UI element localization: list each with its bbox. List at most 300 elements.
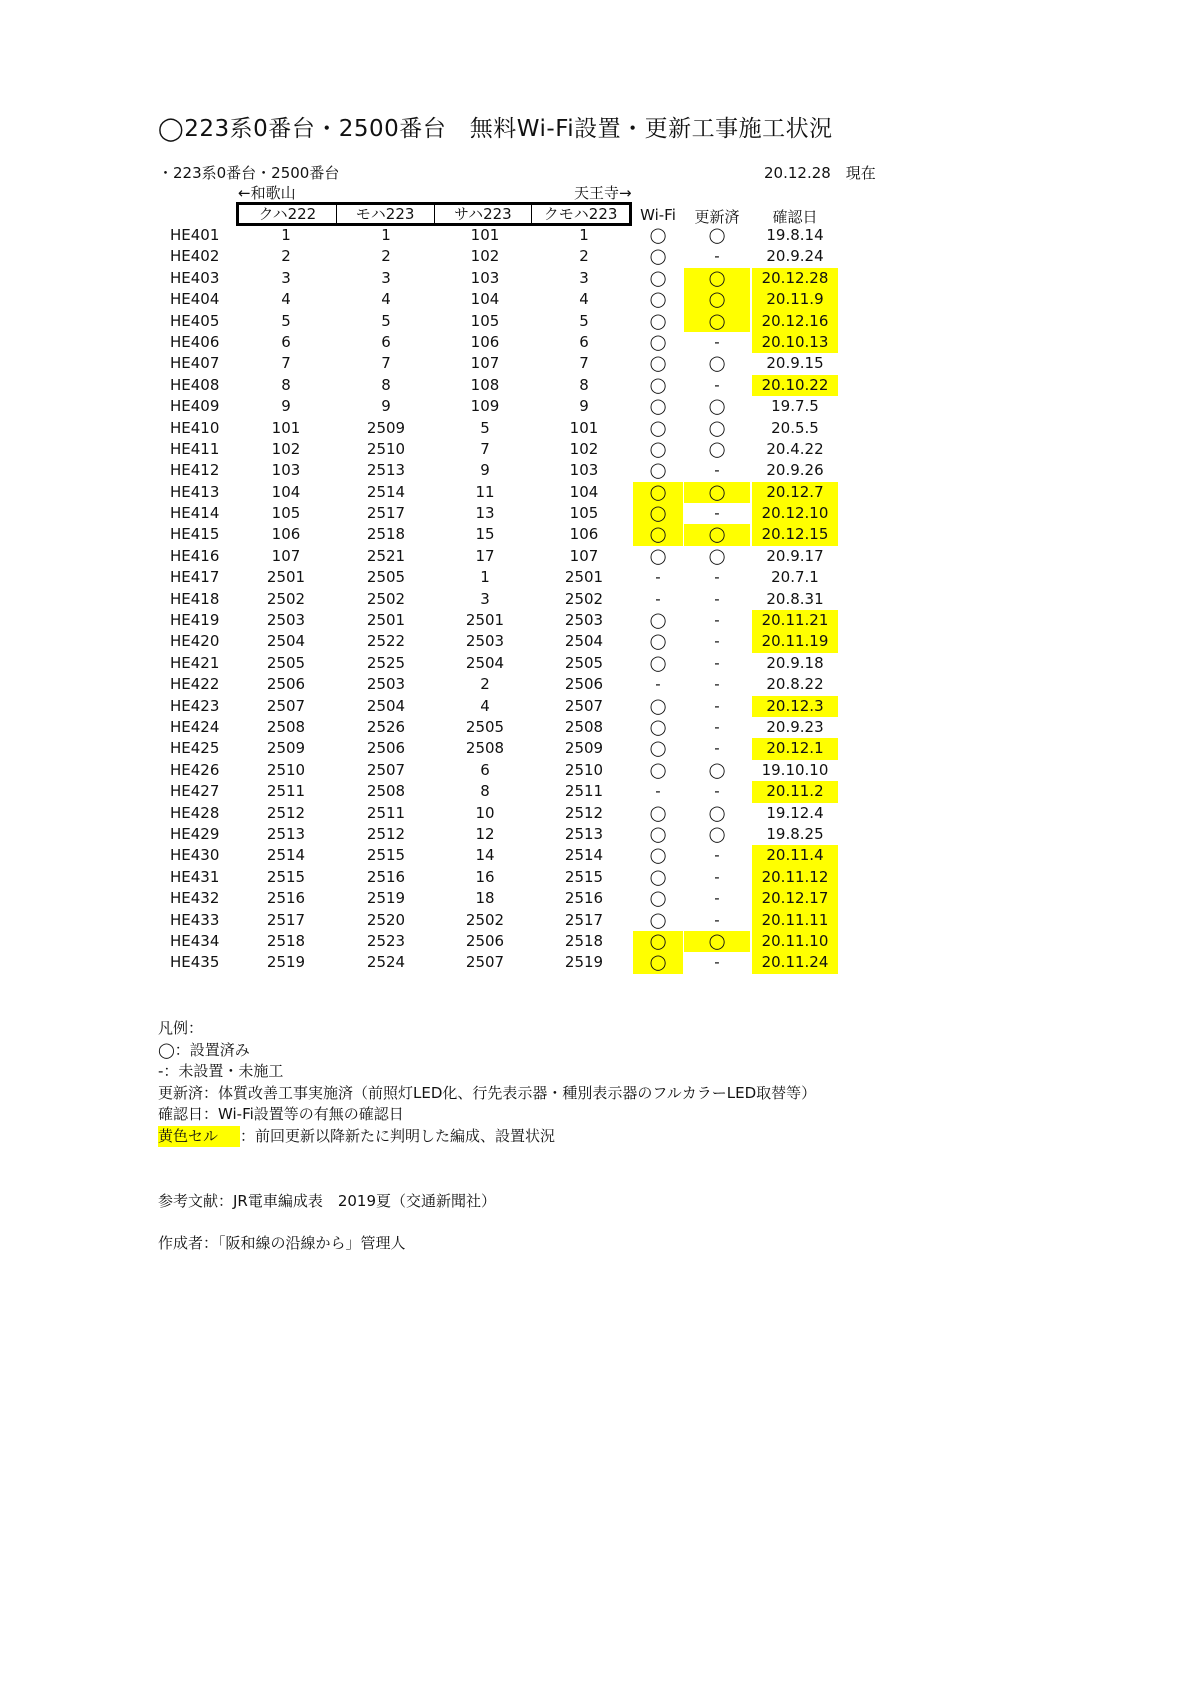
formation-id: HE411 <box>170 439 220 458</box>
car-kumoha223: 101 <box>569 418 599 437</box>
wifi-status: ◯ <box>649 418 667 437</box>
checked-date: 20.8.31 <box>766 589 824 608</box>
formation-id: HE402 <box>170 247 220 266</box>
table-row <box>0 931 1200 952</box>
car-kuha222: 2513 <box>266 824 306 843</box>
renewed-status: - <box>714 461 720 480</box>
renewed-status: - <box>714 889 720 908</box>
car-moha223: 2520 <box>366 910 406 929</box>
car-moha223: 2504 <box>366 696 406 715</box>
formation-table <box>0 225 1200 974</box>
car-kumoha223: 9 <box>579 397 589 416</box>
car-kuha222: 7 <box>281 354 291 373</box>
car-saha223: 3 <box>480 589 490 608</box>
car-saha223: 2506 <box>465 931 505 950</box>
car-moha223: 2517 <box>366 504 406 523</box>
car-moha223: 5 <box>381 311 391 330</box>
car-kumoha223: 2516 <box>564 889 604 908</box>
car-moha223: 2502 <box>366 589 406 608</box>
formation-id: HE418 <box>170 589 220 608</box>
car-kuha222: 2501 <box>266 568 306 587</box>
legend-heading: 凡例： <box>158 1019 204 1037</box>
car-kuha222: 6 <box>281 332 291 351</box>
table-row <box>0 610 1200 631</box>
direction-tennoji: 天王寺→ <box>574 184 632 202</box>
formation-id: HE419 <box>170 611 220 630</box>
car-kuha222: 2507 <box>266 696 306 715</box>
formation-id: HE417 <box>170 568 220 587</box>
car-kumoha223: 2505 <box>564 653 604 672</box>
formation-id: HE403 <box>170 268 220 287</box>
wifi-status: ◯ <box>649 397 667 416</box>
car-kuha222: 9 <box>281 397 291 416</box>
car-moha223: 2510 <box>366 439 406 458</box>
wifi-status: ◯ <box>649 846 667 865</box>
formation-id: HE410 <box>170 418 220 437</box>
car-moha223: 2522 <box>366 632 406 651</box>
wifi-status: ◯ <box>633 482 683 503</box>
car-kuha222: 2519 <box>266 953 306 972</box>
author: 作成者：「阪和線の沿線から」管理人 <box>158 1234 406 1252</box>
car-moha223: 1 <box>381 226 391 244</box>
checked-date: 20.8.22 <box>766 675 824 694</box>
car-kumoha223: 2509 <box>564 739 604 758</box>
car-saha223: 103 <box>470 268 500 287</box>
formation-id: HE406 <box>170 332 220 351</box>
car-kuha222: 2518 <box>266 931 306 950</box>
legend-not-installed: -：未設置・未施工 <box>158 1062 284 1080</box>
table-row <box>0 289 1200 310</box>
car-kuha222: 2517 <box>266 910 306 929</box>
car-type-header <box>236 202 632 226</box>
table-row <box>0 952 1200 973</box>
wifi-status: ◯ <box>649 739 667 758</box>
car-kumoha223: 106 <box>569 525 599 544</box>
car-moha223: 2501 <box>366 611 406 630</box>
table-row <box>0 760 1200 781</box>
page-title: ◯223系0番台・2500番台 無料Wi-Fi設置・更新工事施工状況 <box>158 116 833 142</box>
car-moha223: 2503 <box>366 675 406 694</box>
renewed-status: ◯ <box>684 524 750 545</box>
car-saha223: 102 <box>470 247 500 266</box>
formation-id: HE412 <box>170 461 220 480</box>
checked-date: 20.12.3 <box>752 696 838 717</box>
renewed-status: - <box>714 375 720 394</box>
car-saha223: 101 <box>470 226 500 244</box>
checked-date: 20.9.23 <box>766 717 824 736</box>
wifi-status: ◯ <box>649 867 667 886</box>
car-kumoha223: 2511 <box>564 782 604 801</box>
car-kuha222: 2505 <box>266 653 306 672</box>
wifi-status: ◯ <box>649 824 667 843</box>
car-kuha222: 102 <box>271 439 301 458</box>
car-kumoha223: 2510 <box>564 760 604 779</box>
car-saha223: 1 <box>480 568 490 587</box>
car-kumoha223: 2501 <box>564 568 604 587</box>
wifi-status: ◯ <box>649 375 667 394</box>
checked-date: 20.4.22 <box>766 439 824 458</box>
car-kumoha223: 2506 <box>564 675 604 694</box>
checked-date: 20.12.1 <box>752 738 838 759</box>
wifi-status: ◯ <box>649 717 667 736</box>
car-kuha222: 2502 <box>266 589 306 608</box>
checked-date: 20.11.12 <box>752 867 838 888</box>
renewed-header: 更新済 <box>694 208 740 226</box>
table-row <box>0 396 1200 417</box>
formation-id: HE423 <box>170 696 220 715</box>
car-kumoha223: 1 <box>579 226 589 244</box>
table-row <box>0 246 1200 267</box>
car-kuha222: 2512 <box>266 803 306 822</box>
car-kumoha223: 2 <box>579 247 589 266</box>
car-moha223: 2506 <box>366 739 406 758</box>
formation-id: HE409 <box>170 397 220 416</box>
wifi-status: ◯ <box>649 439 667 458</box>
car-kuha222: 2515 <box>266 867 306 886</box>
checked-date: 20.7.1 <box>771 568 819 587</box>
checked-date: 20.12.15 <box>752 524 838 545</box>
legend-installed: ◯：設置済み <box>158 1040 250 1059</box>
car-kumoha223: 2512 <box>564 803 604 822</box>
series-subtitle: ・223系0番台・2500番台 <box>158 164 340 182</box>
car-saha223: 109 <box>470 397 500 416</box>
table-row <box>0 482 1200 503</box>
car-saha223: 2508 <box>465 739 505 758</box>
renewed-status: ◯ <box>708 803 726 822</box>
renewed-status: ◯ <box>684 931 750 952</box>
table-row <box>0 631 1200 652</box>
wifi-status: ◯ <box>649 803 667 822</box>
car-kuha222: 8 <box>281 375 291 394</box>
wifi-status: - <box>655 589 661 608</box>
car-header-2: モハ223 <box>337 205 435 223</box>
car-kuha222: 2508 <box>266 717 306 736</box>
car-saha223: 8 <box>480 782 490 801</box>
car-saha223: 12 <box>475 824 495 843</box>
wifi-status: ◯ <box>649 226 667 244</box>
checked-date: 20.12.16 <box>752 311 838 332</box>
checked-date: 19.8.14 <box>766 226 824 244</box>
car-kumoha223: 104 <box>569 482 599 501</box>
wifi-status: ◯ <box>649 889 667 908</box>
car-kumoha223: 107 <box>569 546 599 565</box>
table-row <box>0 888 1200 909</box>
car-saha223: 10 <box>475 803 495 822</box>
table-row <box>0 717 1200 738</box>
wifi-status: ◯ <box>649 611 667 630</box>
car-saha223: 16 <box>475 867 495 886</box>
car-kuha222: 2511 <box>266 782 306 801</box>
table-row <box>0 653 1200 674</box>
car-saha223: 2502 <box>465 910 505 929</box>
car-moha223: 2509 <box>366 418 406 437</box>
car-kumoha223: 2513 <box>564 824 604 843</box>
renewed-status: - <box>714 332 720 351</box>
table-row <box>0 225 1200 246</box>
table-row <box>0 867 1200 888</box>
car-moha223: 4 <box>381 290 391 309</box>
wifi-status: - <box>655 675 661 694</box>
car-moha223: 2505 <box>366 568 406 587</box>
car-saha223: 108 <box>470 375 500 394</box>
checked-date: 20.11.9 <box>752 289 838 310</box>
car-moha223: 2526 <box>366 717 406 736</box>
renewed-status: - <box>714 675 720 694</box>
car-moha223: 2515 <box>366 846 406 865</box>
table-row <box>0 803 1200 824</box>
table-row <box>0 589 1200 610</box>
table-row <box>0 910 1200 931</box>
renewed-status: ◯ <box>708 439 726 458</box>
checked-date: 20.10.13 <box>752 332 838 353</box>
car-kuha222: 2504 <box>266 632 306 651</box>
table-row <box>0 738 1200 759</box>
car-kumoha223: 2502 <box>564 589 604 608</box>
renewed-status: - <box>714 247 720 266</box>
wifi-status: ◯ <box>649 311 667 330</box>
car-moha223: 2511 <box>366 803 406 822</box>
renewed-status: - <box>714 504 720 523</box>
car-moha223: 2524 <box>366 953 406 972</box>
table-row <box>0 696 1200 717</box>
car-saha223: 13 <box>475 504 495 523</box>
car-moha223: 2519 <box>366 889 406 908</box>
car-moha223: 7 <box>381 354 391 373</box>
formation-id: HE413 <box>170 482 220 501</box>
checked-date: 20.9.15 <box>766 354 824 373</box>
car-moha223: 9 <box>381 397 391 416</box>
table-row <box>0 524 1200 545</box>
car-moha223: 3 <box>381 268 391 287</box>
formation-id: HE429 <box>170 824 220 843</box>
legend-yellow-swatch: 黄色セル <box>158 1126 240 1148</box>
renewed-status: - <box>714 696 720 715</box>
car-kumoha223: 6 <box>579 332 589 351</box>
car-moha223: 2507 <box>366 760 406 779</box>
checked-date: 20.9.24 <box>766 247 824 266</box>
car-moha223: 6 <box>381 332 391 351</box>
car-kuha222: 107 <box>271 546 301 565</box>
wifi-status: ◯ <box>649 354 667 373</box>
renewed-status: - <box>714 846 720 865</box>
car-saha223: 2504 <box>465 653 505 672</box>
checked-date: 20.9.18 <box>766 653 824 672</box>
table-row <box>0 353 1200 374</box>
renewed-status: ◯ <box>684 268 750 289</box>
renewed-status: - <box>714 717 720 736</box>
car-kuha222: 2506 <box>266 675 306 694</box>
checked-date: 20.12.17 <box>752 888 838 909</box>
car-saha223: 15 <box>475 525 495 544</box>
formation-id: HE405 <box>170 311 220 330</box>
reference: 参考文献：JR電車編成表 2019夏（交通新聞社） <box>158 1192 497 1210</box>
table-row <box>0 546 1200 567</box>
car-kuha222: 105 <box>271 504 301 523</box>
car-kumoha223: 7 <box>579 354 589 373</box>
car-saha223: 2503 <box>465 632 505 651</box>
checked-date: 20.11.2 <box>752 781 838 802</box>
wifi-status: ◯ <box>649 332 667 351</box>
car-saha223: 2501 <box>465 611 505 630</box>
wifi-status: ◯ <box>649 760 667 779</box>
renewed-status: - <box>714 589 720 608</box>
renewed-status: ◯ <box>684 289 750 310</box>
car-kuha222: 4 <box>281 290 291 309</box>
car-saha223: 9 <box>480 461 490 480</box>
formation-id: HE420 <box>170 632 220 651</box>
car-kuha222: 104 <box>271 482 301 501</box>
formation-id: HE425 <box>170 739 220 758</box>
car-kumoha223: 103 <box>569 461 599 480</box>
wifi-status: ◯ <box>649 546 667 565</box>
wifi-status: ◯ <box>649 268 667 287</box>
car-moha223: 2523 <box>366 931 406 950</box>
legend <box>158 1018 816 1147</box>
car-kumoha223: 5 <box>579 311 589 330</box>
car-saha223: 105 <box>470 311 500 330</box>
car-kumoha223: 8 <box>579 375 589 394</box>
car-kuha222: 103 <box>271 461 301 480</box>
legend-checked: 確認日：Wi-Fi設置等の有無の確認日 <box>158 1105 404 1123</box>
car-saha223: 18 <box>475 889 495 908</box>
wifi-status: ◯ <box>649 653 667 672</box>
car-kumoha223: 2519 <box>564 953 604 972</box>
car-kuha222: 5 <box>281 311 291 330</box>
wifi-status: - <box>655 782 661 801</box>
car-saha223: 107 <box>470 354 500 373</box>
wifi-status: ◯ <box>633 952 683 973</box>
car-kumoha223: 2508 <box>564 717 604 736</box>
formation-id: HE424 <box>170 717 220 736</box>
renewed-status: ◯ <box>708 226 726 244</box>
checked-date: 19.12.4 <box>766 803 824 822</box>
checked-date: 20.12.28 <box>752 268 838 289</box>
car-kuha222: 2516 <box>266 889 306 908</box>
car-kumoha223: 2517 <box>564 910 604 929</box>
formation-id: HE401 <box>170 226 220 244</box>
car-kumoha223: 2504 <box>564 632 604 651</box>
renewed-status: ◯ <box>708 397 726 416</box>
formation-id: HE408 <box>170 375 220 394</box>
wifi-status: ◯ <box>633 524 683 545</box>
formation-id: HE415 <box>170 525 220 544</box>
renewed-status: ◯ <box>708 824 726 843</box>
formation-id: HE428 <box>170 803 220 822</box>
renewed-status: - <box>714 739 720 758</box>
renewed-status: - <box>714 910 720 929</box>
table-row <box>0 439 1200 460</box>
table-row <box>0 375 1200 396</box>
renewed-status: - <box>714 632 720 651</box>
car-saha223: 7 <box>480 439 490 458</box>
formation-id: HE427 <box>170 782 220 801</box>
car-moha223: 2525 <box>366 653 406 672</box>
car-saha223: 2 <box>480 675 490 694</box>
renewed-status: ◯ <box>684 482 750 503</box>
car-moha223: 8 <box>381 375 391 394</box>
table-row <box>0 460 1200 481</box>
wifi-status: ◯ <box>649 910 667 929</box>
car-moha223: 2516 <box>366 867 406 886</box>
renewed-status: - <box>714 611 720 630</box>
car-kumoha223: 2515 <box>564 867 604 886</box>
car-kumoha223: 2514 <box>564 846 604 865</box>
legend-renewed: 更新済：体質改善工事実施済（前照灯LED化、行先表示器・種別表示器のフルカラーLED取替等） <box>158 1083 817 1102</box>
formation-id: HE434 <box>170 931 220 950</box>
formation-id: HE414 <box>170 504 220 523</box>
table-row <box>0 311 1200 332</box>
car-kumoha223: 4 <box>579 290 589 309</box>
car-saha223: 5 <box>480 418 490 437</box>
checked-date: 19.7.5 <box>771 397 819 416</box>
wifi-status: ◯ <box>649 696 667 715</box>
checked-date: 20.10.22 <box>752 375 838 396</box>
car-saha223: 11 <box>475 482 495 501</box>
wifi-status: ◯ <box>633 503 683 524</box>
car-kumoha223: 2518 <box>564 931 604 950</box>
car-moha223: 2513 <box>366 461 406 480</box>
car-moha223: 2521 <box>366 546 406 565</box>
car-saha223: 4 <box>480 696 490 715</box>
table-row <box>0 332 1200 353</box>
checked-date: 20.11.19 <box>752 631 838 652</box>
car-saha223: 106 <box>470 332 500 351</box>
table-row <box>0 418 1200 439</box>
checked-date: 20.5.5 <box>771 418 819 437</box>
car-moha223: 2508 <box>366 782 406 801</box>
car-header-3: サハ223 <box>435 205 533 223</box>
renewed-status: ◯ <box>708 546 726 565</box>
renewed-status: ◯ <box>684 311 750 332</box>
car-saha223: 2507 <box>465 953 505 972</box>
checked-date: 20.11.10 <box>752 931 838 952</box>
checked-date: 19.10.10 <box>761 760 829 779</box>
renewed-status: ◯ <box>708 760 726 779</box>
formation-id: HE426 <box>170 760 220 779</box>
car-kuha222: 2503 <box>266 611 306 630</box>
table-row <box>0 824 1200 845</box>
wifi-header: Wi-Fi <box>640 206 676 224</box>
car-moha223: 2 <box>381 247 391 266</box>
renewed-status: - <box>714 653 720 672</box>
wifi-status: ◯ <box>649 632 667 651</box>
table-row <box>0 781 1200 802</box>
car-moha223: 2514 <box>366 482 406 501</box>
formation-id: HE435 <box>170 953 220 972</box>
car-kumoha223: 3 <box>579 268 589 287</box>
renewed-status: ◯ <box>708 418 726 437</box>
checked-date: 20.11.24 <box>752 952 838 973</box>
legend-yellow <box>158 1126 816 1148</box>
as-of-date: 20.12.28 現在 <box>764 164 876 182</box>
car-kuha222: 106 <box>271 525 301 544</box>
car-kuha222: 3 <box>281 268 291 287</box>
car-kuha222: 101 <box>271 418 301 437</box>
formation-id: HE421 <box>170 653 220 672</box>
car-kumoha223: 2507 <box>564 696 604 715</box>
wifi-status: ◯ <box>649 247 667 266</box>
car-saha223: 2505 <box>465 717 505 736</box>
checked-date: 20.12.7 <box>752 482 838 503</box>
renewed-status: - <box>714 953 720 972</box>
table-row <box>0 674 1200 695</box>
renewed-status: - <box>714 568 720 587</box>
renewed-status: ◯ <box>708 354 726 373</box>
car-kumoha223: 102 <box>569 439 599 458</box>
formation-id: HE430 <box>170 846 220 865</box>
car-kuha222: 2 <box>281 247 291 266</box>
car-kumoha223: 2503 <box>564 611 604 630</box>
